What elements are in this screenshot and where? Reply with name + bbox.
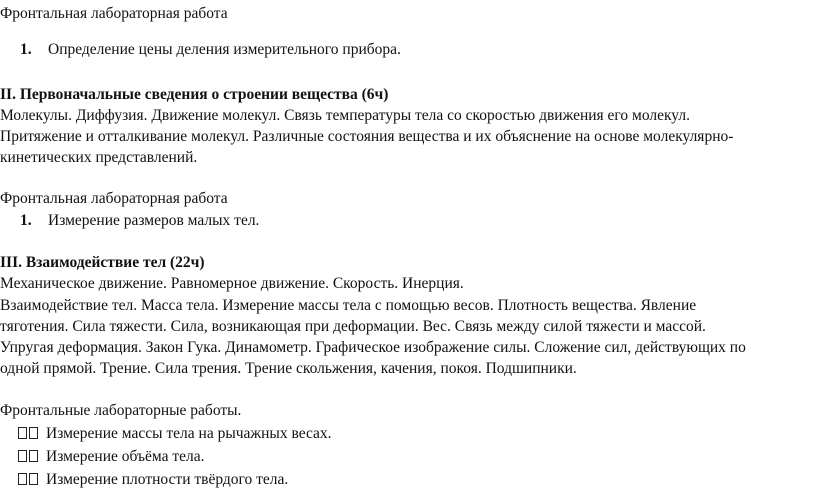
item-number: 1. (20, 41, 32, 58)
section-title: II. Первоначальные сведения о строении вещества (6ч) (0, 86, 389, 103)
body-line: Взаимодействие тел. Масса тела. Измерение массы тела с помощью весов. Плотность вещества. Явление (0, 297, 697, 314)
section-title: III. Взаимодействие тел (22ч) (0, 254, 205, 271)
list-item (18, 447, 205, 467)
body-line: Упругая деформация. Закон Гука. Динамометр. Графическое изображение силы. Сложение сил, действующих по (0, 339, 746, 356)
body-line: одной прямой. Трение. Сила трения. Трение скольжения, качения, покоя. Подшипники. (0, 360, 577, 377)
missing-glyph-icon (18, 470, 46, 490)
body-line: Молекулы. Диффузия. Движение молекул. Связь температуры тела со скоростью движения его молекул. (0, 107, 690, 124)
missing-glyph-icon (18, 424, 46, 444)
item-text: Измерение массы тела на рычажных весах. (46, 425, 332, 442)
lab-heading: Фронтальная лабораторная работа (0, 5, 228, 22)
list-item (18, 424, 332, 444)
list-item (18, 470, 288, 490)
list-item (20, 40, 401, 60)
missing-glyph-icon (18, 447, 46, 467)
body-line: Механическое движение. Равномерное движение. Скорость. Инерция. (0, 275, 464, 292)
body-line: кинетических представлений. (0, 149, 198, 166)
item-number: 1. (20, 212, 32, 229)
item-text: Измерение объёма тела. (46, 448, 205, 465)
item-text: Определение цены деления измерительного прибора. (48, 41, 401, 58)
item-text: Измерение плотности твёрдого тела. (46, 471, 289, 488)
lab-heading: Фронтальные лабораторные работы. (0, 402, 242, 419)
body-line: Притяжение и отталкивание молекул. Различные состояния вещества и их объяснение на основе молекулярно- (0, 128, 734, 145)
body-line: тяготения. Сила тяжести. Сила, возникающая при деформации. Вес. Связь между силой тяжести и массой. (0, 318, 706, 335)
list-item (20, 211, 259, 231)
lab-heading: Фронтальная лабораторная работа (0, 190, 228, 207)
item-text: Измерение размеров малых тел. (48, 212, 260, 229)
